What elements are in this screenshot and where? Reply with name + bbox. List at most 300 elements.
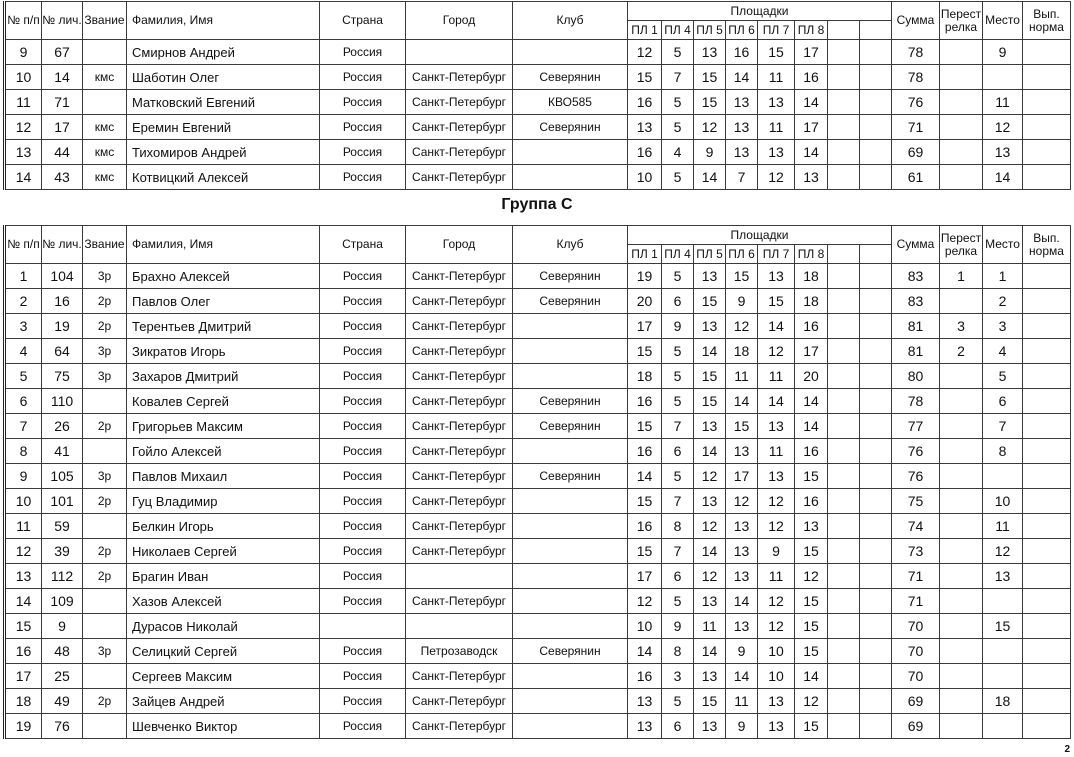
cell-license: 25 <box>42 664 83 689</box>
cell-score: 16 <box>795 314 828 339</box>
cell-rank <box>83 439 127 464</box>
cell-score <box>828 689 860 714</box>
header-courts: Площадки <box>628 226 892 245</box>
cell-club: Северянин <box>513 264 628 289</box>
cell-score: 15 <box>726 414 758 439</box>
cell-country: Россия <box>320 314 406 339</box>
cell-sum: 69 <box>892 689 940 714</box>
cell-num: 17 <box>5 664 42 689</box>
cell-place: 5 <box>983 364 1023 389</box>
cell-num: 2 <box>5 289 42 314</box>
cell-score: 14 <box>726 664 758 689</box>
cell-club <box>513 439 628 464</box>
cell-city: Петрозаводск <box>406 639 513 664</box>
cell-license: 43 <box>42 165 83 190</box>
table-row <box>5 614 1071 639</box>
cell-score: 13 <box>694 414 726 439</box>
cell-score: 11 <box>758 65 795 90</box>
cell-score <box>828 90 860 115</box>
cell-score <box>860 514 892 539</box>
cell-score: 14 <box>694 639 726 664</box>
cell-city: Санкт-Петербург <box>406 115 513 140</box>
cell-name: Захаров Дмитрий <box>127 364 320 389</box>
cell-sum: 78 <box>892 40 940 65</box>
table-row <box>5 564 1071 589</box>
cell-place: 10 <box>983 489 1023 514</box>
cell-num: 10 <box>5 65 42 90</box>
cell-norm <box>1023 489 1071 514</box>
cell-club <box>513 489 628 514</box>
cell-city: Санкт-Петербург <box>406 539 513 564</box>
cell-score: 15 <box>795 614 828 639</box>
cell-score: 15 <box>628 65 662 90</box>
cell-sum: 77 <box>892 414 940 439</box>
cell-score: 5 <box>662 40 694 65</box>
cell-city: Санкт-Петербург <box>406 389 513 414</box>
cell-score <box>860 65 892 90</box>
cell-score <box>860 639 892 664</box>
cell-score <box>860 714 892 739</box>
cell-score: 15 <box>795 539 828 564</box>
cell-norm <box>1023 314 1071 339</box>
cell-score: 13 <box>694 40 726 65</box>
cell-shootoff <box>940 589 983 614</box>
cell-license: 112 <box>42 564 83 589</box>
cell-score: 5 <box>662 589 694 614</box>
cell-score: 12 <box>795 564 828 589</box>
cell-shootoff <box>940 714 983 739</box>
cell-city <box>406 564 513 589</box>
cell-country: Россия <box>320 439 406 464</box>
cell-country: Россия <box>320 639 406 664</box>
cell-club <box>513 40 628 65</box>
cell-score: 15 <box>795 464 828 489</box>
header-courts: Площадки <box>628 2 892 21</box>
header-court-2: ПЛ 4 <box>662 245 694 264</box>
cell-club <box>513 614 628 639</box>
cell-score: 12 <box>726 314 758 339</box>
cell-name: Брагин Иван <box>127 564 320 589</box>
cell-score: 13 <box>795 165 828 190</box>
cell-score <box>860 115 892 140</box>
cell-country: Россия <box>320 564 406 589</box>
cell-name: Дурасов Николай <box>127 614 320 639</box>
cell-score: 17 <box>628 564 662 589</box>
cell-norm <box>1023 714 1071 739</box>
cell-norm <box>1023 389 1071 414</box>
cell-country: Россия <box>320 165 406 190</box>
cell-score <box>828 539 860 564</box>
cell-score: 17 <box>726 464 758 489</box>
cell-license: 101 <box>42 489 83 514</box>
cell-shootoff <box>940 639 983 664</box>
cell-place: 9 <box>983 40 1023 65</box>
table-header <box>5 2 1071 40</box>
header-norm: Вып. норма <box>1023 2 1071 40</box>
cell-score: 9 <box>694 140 726 165</box>
cell-score: 6 <box>662 564 694 589</box>
cell-club <box>513 140 628 165</box>
cell-sum: 70 <box>892 639 940 664</box>
cell-score: 7 <box>662 414 694 439</box>
cell-license: 76 <box>42 714 83 739</box>
cell-score: 14 <box>758 389 795 414</box>
cell-score <box>828 115 860 140</box>
cell-rank: 2р <box>83 414 127 439</box>
cell-sum: 70 <box>892 614 940 639</box>
cell-score: 12 <box>758 165 795 190</box>
cell-score <box>860 664 892 689</box>
cell-sum: 76 <box>892 464 940 489</box>
cell-country: Россия <box>320 364 406 389</box>
cell-shootoff <box>940 90 983 115</box>
cell-score: 14 <box>694 339 726 364</box>
cell-shootoff <box>940 65 983 90</box>
cell-city: Санкт-Петербург <box>406 514 513 539</box>
cell-country: Россия <box>320 664 406 689</box>
table-row <box>5 65 1071 90</box>
cell-city: Санкт-Петербург <box>406 489 513 514</box>
cell-score: 5 <box>662 264 694 289</box>
cell-score <box>860 264 892 289</box>
cell-score <box>828 314 860 339</box>
cell-rank: 3р <box>83 464 127 489</box>
table-row <box>5 289 1071 314</box>
header-court-3: ПЛ 5 <box>694 245 726 264</box>
cell-club <box>513 364 628 389</box>
cell-score: 15 <box>628 414 662 439</box>
cell-name: Шевченко Виктор <box>127 714 320 739</box>
cell-rank: 3р <box>83 264 127 289</box>
table-row <box>5 339 1071 364</box>
cell-score: 9 <box>758 539 795 564</box>
cell-score: 10 <box>628 165 662 190</box>
cell-score: 13 <box>694 489 726 514</box>
cell-score <box>828 414 860 439</box>
cell-norm <box>1023 464 1071 489</box>
cell-sum: 61 <box>892 165 940 190</box>
cell-city: Санкт-Петербург <box>406 339 513 364</box>
header-shootoff: Перест релка <box>940 226 983 264</box>
header-sum: Сумма <box>892 2 940 40</box>
cell-norm <box>1023 564 1071 589</box>
header-norm: Вып. норма <box>1023 226 1071 264</box>
cell-score: 4 <box>662 140 694 165</box>
cell-country: Россия <box>320 689 406 714</box>
cell-name: Белкин Игорь <box>127 514 320 539</box>
cell-score: 15 <box>628 539 662 564</box>
cell-club <box>513 514 628 539</box>
cell-place: 1 <box>983 264 1023 289</box>
cell-score <box>860 289 892 314</box>
cell-score: 11 <box>694 614 726 639</box>
cell-score: 11 <box>758 564 795 589</box>
cell-score: 8 <box>662 514 694 539</box>
cell-country: Россия <box>320 140 406 165</box>
cell-score: 16 <box>628 389 662 414</box>
cell-score: 14 <box>694 165 726 190</box>
cell-country <box>320 614 406 639</box>
cell-score: 13 <box>758 264 795 289</box>
cell-shootoff: 1 <box>940 264 983 289</box>
cell-score: 16 <box>628 90 662 115</box>
cell-score: 9 <box>726 714 758 739</box>
cell-score: 13 <box>694 714 726 739</box>
cell-score: 13 <box>726 140 758 165</box>
cell-score <box>828 639 860 664</box>
cell-sum: 81 <box>892 339 940 364</box>
cell-license: 41 <box>42 439 83 464</box>
cell-city: Санкт-Петербург <box>406 664 513 689</box>
cell-num: 16 <box>5 639 42 664</box>
cell-name: Ковалев Сергей <box>127 389 320 414</box>
header-rank: Звание <box>83 226 127 264</box>
cell-num: 13 <box>5 564 42 589</box>
cell-num: 11 <box>5 514 42 539</box>
cell-country: Россия <box>320 414 406 439</box>
header-court-8 <box>860 245 892 264</box>
cell-score <box>828 140 860 165</box>
cell-score: 8 <box>662 639 694 664</box>
cell-score: 12 <box>694 115 726 140</box>
cell-score <box>860 689 892 714</box>
cell-city: Санкт-Петербург <box>406 165 513 190</box>
cell-score: 18 <box>795 289 828 314</box>
cell-rank: 3р <box>83 364 127 389</box>
cell-score: 11 <box>758 364 795 389</box>
cell-rank <box>83 714 127 739</box>
cell-score: 13 <box>726 439 758 464</box>
cell-place: 18 <box>983 689 1023 714</box>
cell-num: 8 <box>5 439 42 464</box>
cell-shootoff <box>940 614 983 639</box>
cell-norm <box>1023 165 1071 190</box>
cell-city: Санкт-Петербург <box>406 589 513 614</box>
cell-score: 15 <box>758 289 795 314</box>
cell-city: Санкт-Петербург <box>406 264 513 289</box>
cell-norm <box>1023 65 1071 90</box>
cell-sum: 71 <box>892 589 940 614</box>
cell-sum: 71 <box>892 115 940 140</box>
cell-score: 5 <box>662 464 694 489</box>
cell-sum: 70 <box>892 664 940 689</box>
cell-club <box>513 689 628 714</box>
cell-num: 13 <box>5 140 42 165</box>
cell-name: Гойло Алексей <box>127 439 320 464</box>
cell-shootoff <box>940 539 983 564</box>
cell-sum: 78 <box>892 65 940 90</box>
header-name: Фамилия, Имя <box>127 2 320 40</box>
table-row <box>5 414 1071 439</box>
cell-score <box>860 564 892 589</box>
cell-rank: кмс <box>83 140 127 165</box>
cell-score: 14 <box>758 314 795 339</box>
header-court-7 <box>828 245 860 264</box>
cell-name: Павлов Михаил <box>127 464 320 489</box>
table-row <box>5 165 1071 190</box>
cell-score <box>860 539 892 564</box>
cell-num: 9 <box>5 40 42 65</box>
table-row <box>5 589 1071 614</box>
cell-score: 16 <box>628 664 662 689</box>
cell-score <box>860 414 892 439</box>
cell-score: 16 <box>726 40 758 65</box>
cell-name: Брахно Алексей <box>127 264 320 289</box>
cell-score <box>860 90 892 115</box>
cell-score: 13 <box>726 564 758 589</box>
cell-score <box>860 589 892 614</box>
cell-score: 18 <box>726 339 758 364</box>
cell-score: 15 <box>628 489 662 514</box>
cell-shootoff <box>940 165 983 190</box>
cell-name: Хазов Алексей <box>127 589 320 614</box>
cell-norm <box>1023 289 1071 314</box>
cell-score: 14 <box>694 439 726 464</box>
cell-num: 9 <box>5 464 42 489</box>
cell-place: 11 <box>983 90 1023 115</box>
cell-norm <box>1023 589 1071 614</box>
cell-score: 14 <box>726 65 758 90</box>
cell-license: 44 <box>42 140 83 165</box>
cell-score: 15 <box>795 714 828 739</box>
cell-shootoff <box>940 40 983 65</box>
cell-place: 4 <box>983 339 1023 364</box>
cell-sum: 73 <box>892 539 940 564</box>
cell-norm <box>1023 439 1071 464</box>
cell-place: 14 <box>983 165 1023 190</box>
cell-score <box>860 489 892 514</box>
cell-shootoff <box>940 664 983 689</box>
cell-score <box>860 364 892 389</box>
cell-score: 15 <box>628 339 662 364</box>
cell-shootoff <box>940 689 983 714</box>
cell-score <box>860 165 892 190</box>
cell-score: 16 <box>628 439 662 464</box>
cell-score: 9 <box>726 639 758 664</box>
cell-score: 18 <box>795 264 828 289</box>
group-b-body <box>5 40 1071 190</box>
cell-sum: 83 <box>892 264 940 289</box>
cell-score: 15 <box>694 364 726 389</box>
cell-club: Северянин <box>513 65 628 90</box>
cell-club <box>513 539 628 564</box>
cell-place <box>983 639 1023 664</box>
cell-score: 11 <box>726 689 758 714</box>
cell-score: 20 <box>628 289 662 314</box>
page-number: 2 <box>1064 744 1070 755</box>
cell-score: 6 <box>662 289 694 314</box>
cell-norm <box>1023 664 1071 689</box>
cell-name: Селицкий Сергей <box>127 639 320 664</box>
cell-name: Павлов Олег <box>127 289 320 314</box>
header-name: Фамилия, Имя <box>127 226 320 264</box>
cell-license: 110 <box>42 389 83 414</box>
cell-rank <box>83 614 127 639</box>
group-c-title: Группа С <box>501 196 573 213</box>
cell-score: 13 <box>758 90 795 115</box>
cell-rank: 2р <box>83 564 127 589</box>
cell-norm <box>1023 90 1071 115</box>
cell-license: 16 <box>42 289 83 314</box>
cell-score: 12 <box>758 489 795 514</box>
cell-score: 15 <box>694 389 726 414</box>
cell-score: 13 <box>726 90 758 115</box>
cell-license: 48 <box>42 639 83 664</box>
header-court-2: ПЛ 4 <box>662 21 694 40</box>
cell-score: 13 <box>628 714 662 739</box>
cell-sum: 69 <box>892 140 940 165</box>
group-c-results-table <box>3 225 1071 739</box>
cell-score: 13 <box>758 689 795 714</box>
cell-sum: 76 <box>892 439 940 464</box>
cell-score: 10 <box>758 639 795 664</box>
cell-score: 11 <box>726 364 758 389</box>
cell-place <box>983 714 1023 739</box>
cell-num: 5 <box>5 364 42 389</box>
cell-score: 14 <box>795 90 828 115</box>
cell-score <box>860 439 892 464</box>
cell-score: 19 <box>628 264 662 289</box>
cell-license: 39 <box>42 539 83 564</box>
cell-name: Смирнов Андрей <box>127 40 320 65</box>
cell-score: 12 <box>758 614 795 639</box>
cell-country: Россия <box>320 339 406 364</box>
cell-name: Шаботин Олег <box>127 65 320 90</box>
cell-score: 5 <box>662 339 694 364</box>
cell-norm <box>1023 40 1071 65</box>
cell-score: 7 <box>726 165 758 190</box>
cell-country: Россия <box>320 714 406 739</box>
cell-norm <box>1023 140 1071 165</box>
cell-num: 6 <box>5 389 42 414</box>
cell-score: 5 <box>662 389 694 414</box>
cell-club <box>513 714 628 739</box>
header-court-6: ПЛ 8 <box>795 245 828 264</box>
cell-club: Северянин <box>513 289 628 314</box>
cell-score: 14 <box>726 589 758 614</box>
cell-license: 109 <box>42 589 83 614</box>
cell-num: 10 <box>5 489 42 514</box>
header-sum: Сумма <box>892 226 940 264</box>
cell-score <box>828 489 860 514</box>
cell-club: Северянин <box>513 389 628 414</box>
cell-score: 5 <box>662 165 694 190</box>
cell-license: 64 <box>42 339 83 364</box>
cell-score: 7 <box>662 489 694 514</box>
cell-score: 13 <box>694 589 726 614</box>
table-row <box>5 489 1071 514</box>
cell-club <box>513 165 628 190</box>
cell-place: 2 <box>983 289 1023 314</box>
cell-place <box>983 589 1023 614</box>
table-row <box>5 639 1071 664</box>
cell-shootoff <box>940 414 983 439</box>
header-court-3: ПЛ 5 <box>694 21 726 40</box>
cell-score <box>828 564 860 589</box>
cell-country: Россия <box>320 90 406 115</box>
cell-name: Григорьев Максим <box>127 414 320 439</box>
cell-club: Северянин <box>513 414 628 439</box>
header-shootoff: Перест релка <box>940 2 983 40</box>
cell-rank <box>83 90 127 115</box>
cell-score <box>860 614 892 639</box>
cell-score <box>828 589 860 614</box>
cell-score: 13 <box>694 664 726 689</box>
cell-rank: 2р <box>83 489 127 514</box>
cell-num: 12 <box>5 539 42 564</box>
cell-score: 6 <box>662 714 694 739</box>
cell-num: 14 <box>5 165 42 190</box>
